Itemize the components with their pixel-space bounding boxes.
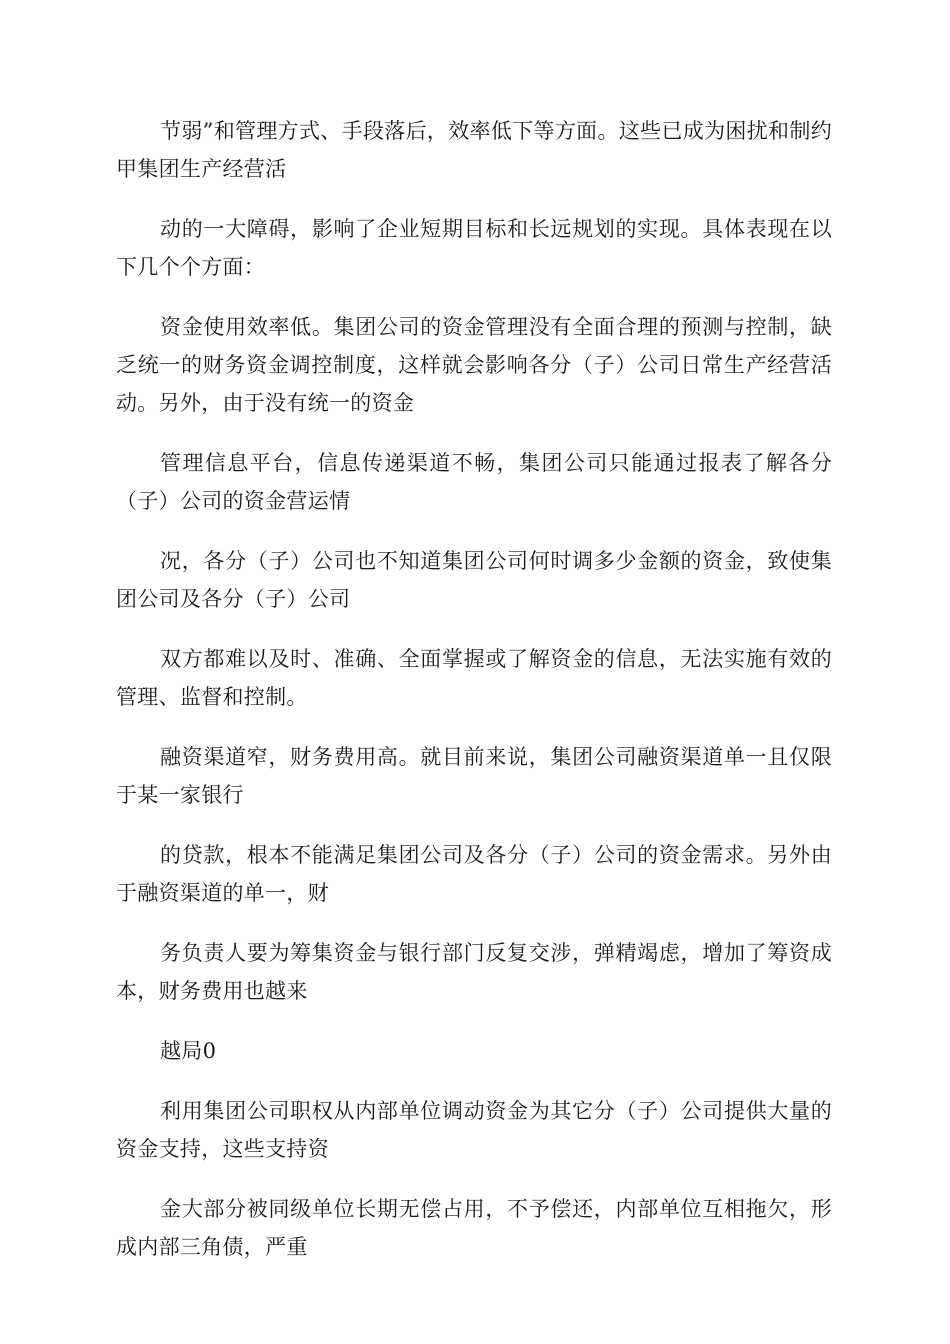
- paragraph: 动的一大障碍，影响了企业短期目标和长远规划的实现。具体表现在以下几个个方面：: [116, 217, 832, 279]
- paragraph: 节弱”和管理方式、手段落后，效率低下等方面。这些已成为困扰和制约甲集团生产经营活: [116, 119, 832, 181]
- paragraph: 务负责人要为筹集资金与银行部门反复交涉，弹精竭虑，增加了筹资成本，财务费用也越来: [116, 941, 832, 1003]
- paragraph: 越局0: [160, 1039, 217, 1063]
- paragraph: 的贷款，根本不能满足集团公司及各分（子）公司的资金需求。另外由于融资渠道的单一，财: [116, 843, 832, 905]
- paragraph: 利用集团公司职权从内部单位调动资金为其它分（子）公司提供大量的资金支持，这些支持资: [116, 1099, 832, 1161]
- paragraph: 双方都难以及时、准确、全面掌握或了解资金的信息，无法实施有效的管理、监督和控制。: [116, 647, 832, 709]
- document-body: [116, 112, 832, 1288]
- paragraph: 融资渠道窄，财务费用高。就目前来说，集团公司融资渠道单一且仅限于某一家银行: [116, 745, 832, 807]
- paragraph: 况，各分（子）公司也不知道集团公司何时调多少金额的资金，致使集团公司及各分（子）公司: [116, 549, 832, 611]
- paragraph: 资金使用效率低。集团公司的资金管理没有全面合理的预测与控制，缺乏统一的财务资金调控制度，这样就会影响各分（子）公司日常生产经营活动。另外，由于没有统一的资金: [116, 315, 832, 415]
- paragraph: 管理信息平台，信息传递渠道不畅，集团公司只能通过报表了解各分（子）公司的资金营运情: [116, 451, 832, 513]
- paragraph: 金大部分被同级单位长期无偿占用，不予偿还，内部单位互相拖欠，形成内部三角债，严重: [116, 1197, 832, 1259]
